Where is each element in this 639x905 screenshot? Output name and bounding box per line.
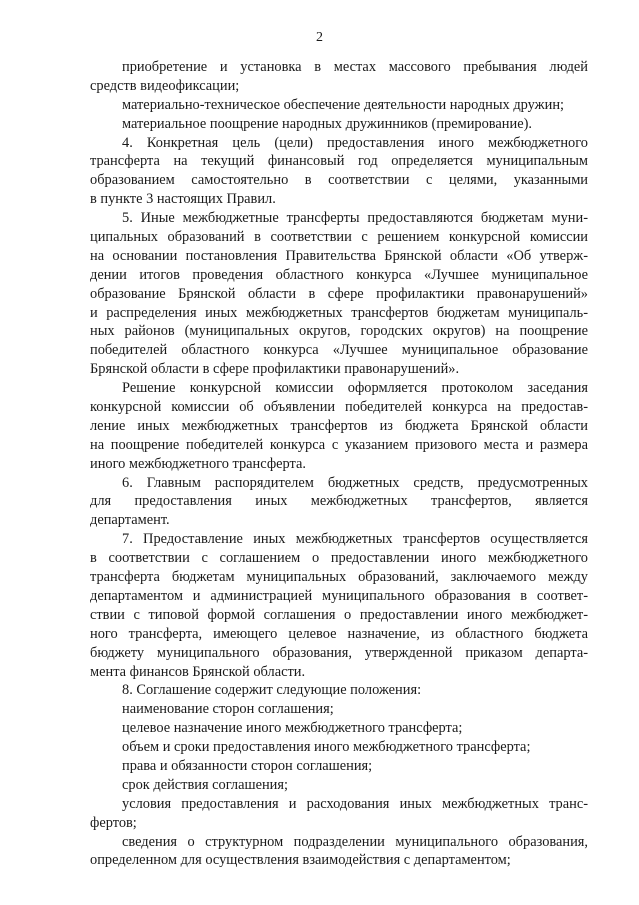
text-line: приобретение и установка в местах массового пребывания людей xyxy=(122,59,588,75)
text-line: 6. Главным распорядителем бюджетных средств, предусмотренных xyxy=(122,474,588,491)
paragraph xyxy=(90,58,588,96)
text-line: и распределения иных межбюджетных трансфертов бюджетам муниципаль- xyxy=(90,304,588,321)
text-line: фертов; xyxy=(90,814,137,831)
text-line: Брянской области в сфере профилактики правонарушений». xyxy=(90,361,460,378)
paragraph xyxy=(90,115,588,134)
text-line: департаментом и администрацией муниципального образования в соответ- xyxy=(90,587,588,604)
text-line: иного межбюджетного трансферта. xyxy=(90,455,306,472)
text-line: ного трансферта, имеющего целевое назначение, из областного бюджета xyxy=(90,625,588,642)
paragraph xyxy=(90,681,588,700)
text-line: срок действия соглашения; xyxy=(122,776,288,793)
text-line: на поощрение победителей конкурса с указанием призового места и размера xyxy=(90,436,588,453)
text-line: ципальных образований в соответствии с решением конкурсной комиссии xyxy=(90,229,588,246)
text-line: Решение конкурсной комиссии оформляется протоколом заседания xyxy=(122,380,588,397)
text-line: на основании постановления Правительства Брянской области «Об утверж- xyxy=(90,247,588,264)
paragraph xyxy=(90,738,588,757)
text-line: сведения о структурном подразделении муниципального образования, xyxy=(122,833,588,850)
paragraph xyxy=(90,776,588,795)
paragraph xyxy=(90,530,588,681)
text-line: наименование сторон соглашения; xyxy=(122,701,334,718)
text-line: ление иных межбюджетных трансфертов из бюджета Брянской области xyxy=(90,417,588,434)
paragraph xyxy=(90,134,588,210)
text-line: ных районов (муниципальных округов, городских округов) на поощрение xyxy=(90,323,588,340)
text-line: трансферта на текущий финансовый год определяется муниципальным xyxy=(90,153,588,170)
text-line: ствии с типовой формой соглашения о предоставлении иного межбюджет- xyxy=(90,606,588,623)
text-line: в пункте 3 настоящих Правил. xyxy=(90,191,276,208)
text-line: средств видеофиксации; xyxy=(90,77,240,94)
text-line: 5. Иные межбюджетные трансферты предоставляются бюджетам муни- xyxy=(122,210,588,227)
paragraph xyxy=(90,719,588,738)
text-line: 8. Соглашение содержит следующие положения: xyxy=(122,682,422,699)
text-line: мента финансов Брянской области. xyxy=(90,663,306,680)
text-line: условия предоставления и расходования иных межбюджетных транс- xyxy=(122,795,588,812)
text-line: в соответствии с соглашением о предоставлении иного межбюджетного xyxy=(90,550,588,567)
text-line: 4. Конкретная цель (цели) предоставления иного межбюджетного xyxy=(122,134,588,151)
text-line: бюджету муниципального образования, утвержденной приказом департа- xyxy=(90,644,588,661)
text-line: дении итогов проведения областного конкурса «Лучшее муниципальное xyxy=(90,266,588,283)
document-body xyxy=(90,58,588,870)
page-number: 2 xyxy=(316,30,323,45)
text-line: конкурсной комиссии об объявлении победителей конкурса на предостав- xyxy=(90,399,588,416)
text-line: материальное поощрение народных дружинников (премирование). xyxy=(122,115,532,132)
paragraph xyxy=(90,700,588,719)
text-line: определенном для осуществления взаимодействия с департаментом; xyxy=(90,852,511,869)
paragraph xyxy=(90,96,588,115)
paragraph xyxy=(90,833,588,871)
text-line: трансферта бюджетам муниципальных образований, заключаемого между xyxy=(90,569,588,586)
text-line: материально-техническое обеспечение деятельности народных дружин; xyxy=(122,96,565,113)
text-line: для предоставления иных межбюджетных трансфертов, является xyxy=(90,493,588,510)
text-line: объем и сроки предоставления иного межбюджетного трансферта; xyxy=(122,739,531,756)
text-line: образование Брянской области в сфере профилактики правонарушений» xyxy=(90,285,588,302)
text-line: целевое назначение иного межбюджетного трансферта; xyxy=(122,720,463,737)
text-line: права и обязанности сторон соглашения; xyxy=(122,757,373,774)
text-line: образованием самостоятельно в соответствии с целями, указанными xyxy=(90,172,588,189)
paragraph xyxy=(90,757,588,776)
paragraph xyxy=(90,474,588,531)
text-line: 7. Предоставление иных межбюджетных трансфертов осуществляется xyxy=(122,531,588,548)
text-line: победителей областного конкурса «Лучшее муниципальное образование xyxy=(90,342,588,359)
paragraph xyxy=(90,795,588,833)
paragraph xyxy=(90,209,588,379)
text-line: департамент. xyxy=(90,512,170,529)
paragraph xyxy=(90,379,588,473)
